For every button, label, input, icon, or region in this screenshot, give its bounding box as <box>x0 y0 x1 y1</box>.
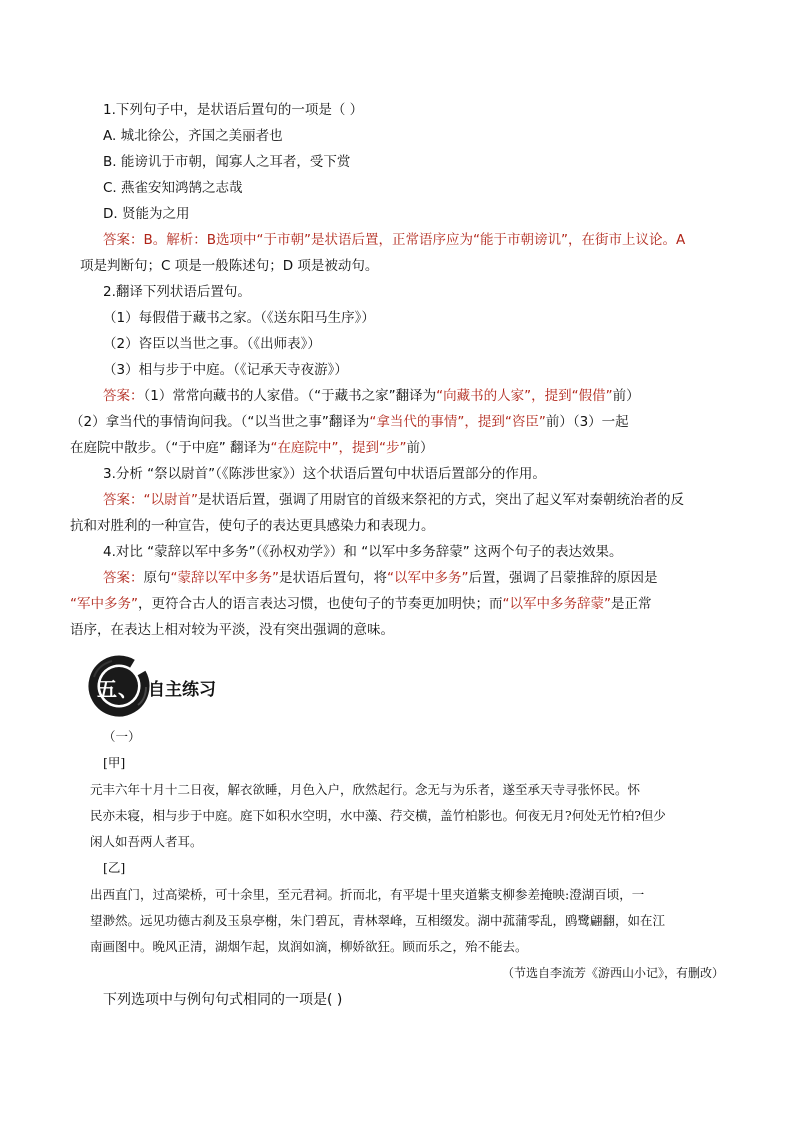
q2-a2-tail: 前）（3）一起 <box>545 414 629 430</box>
section-header <box>88 655 328 717</box>
q3-answer-line-2: 抗和对胜利的一种宣告，使句子的表达更具感染力和表现力。 <box>70 518 435 534</box>
q4-a2-text-2: 是正常 <box>611 596 652 612</box>
passage-yi-line-2: 望渺然。远见功德古刹及玉泉亭榭，朱门碧瓦，青林翠峰，互相缀发。湖中菰蒲零乱，鸥鹭翩翻，如在江 <box>90 913 666 928</box>
answer-label: 答案： <box>103 570 144 586</box>
passage-source: （节选自李流芳《游西山小记》，有删改） <box>501 966 724 980</box>
q2-item-3: （3）相与步于中庭。（《记承天寺夜游》） <box>103 362 348 378</box>
passage-jia-label: [甲] <box>103 755 126 770</box>
q2-stem: 2.翻译下列状语后置句。 <box>103 284 251 300</box>
passage-yi-label: [乙] <box>103 860 126 875</box>
q2-a1-red: “向藏书的人家”，提到 <box>436 388 572 404</box>
q2-a1-text: （1）常常向藏书的人家借。（“于藏书之家”翻译为 <box>143 388 437 404</box>
q2-answer-line-2 <box>70 413 629 431</box>
passage-jia-line-1: 元丰六年十月十二日夜，解衣欲睡，月色入户，欣然起行。念无与为乐者，遂至承天寺寻张怀民。怀 <box>90 782 641 797</box>
q1-option-a: A. 城北徐公，齐国之美丽者也 <box>103 128 283 144</box>
q2-a2-text: （2）拿当代的事情询问我。（“以当世之事”翻译为 <box>70 414 370 430</box>
q2-answer-line-3 <box>70 439 434 457</box>
q3-a-text: 是状语后置，强调了用尉官的首级来祭祀的方式，突出了起义军对秦朝统治者的反 <box>198 492 684 508</box>
q1-option-c: C. 燕雀安知鸿鹄之志哉 <box>103 180 243 196</box>
final-question: 下列选项中与例句句式相同的一项是( ) <box>103 992 343 1008</box>
q2-answer-line-1 <box>103 387 640 405</box>
answer-label: 答案： <box>103 232 144 248</box>
q1-answer-text-2: “于市朝”是状语后置，正常语序应为“能于市朝谤讥”，在街市上议论。A <box>256 232 686 248</box>
q2-a2-red-2: “咨臣” <box>504 414 546 430</box>
passage-jia-line-2: 民亦未寝，相与步于中庭。庭下如积水空明，水中藻、荇交横，盖竹柏影也。何夜无月?何处无竹柏?但少 <box>90 808 666 823</box>
q4-a2-text: ，更符合古人的语言表达习惯，也使句子的节奏更加明快；而 <box>138 596 503 612</box>
passage-yi-line-1: 出西直门，过高梁桥，可十余里，至元君祠。折而北，有平堤十里夹道紫支柳参差掩映:澄湖百顷，一 <box>90 887 645 902</box>
passage-jia-line-3: 闲人如吾两人者耳。 <box>90 834 203 849</box>
q4-answer-line-1 <box>103 569 658 587</box>
q4-answer-line-2 <box>70 595 652 613</box>
q1-option-b: B. 能谤讥于市朝，闻寡人之耳者，受下赏 <box>103 154 351 170</box>
q4-a1-red: “蒙辞以军中多务” <box>170 570 279 586</box>
q2-a1-tail: 前） <box>612 388 640 404</box>
q3-stem: 3.分析 “祭以尉首”（《陈涉世家》）这个状语后置句中状语后置部分的作用。 <box>103 466 546 482</box>
q1-answer-line-1 <box>103 231 685 249</box>
q4-answer-line-3: 语序，在表达上相对较为平淡，没有突出强调的意味。 <box>70 622 394 638</box>
q4-a2-red-2: “以军中多务辞蒙” <box>502 596 611 612</box>
q2-a3-red-2: “步” <box>379 440 407 456</box>
q2-a3-tail: 前） <box>406 440 434 456</box>
answer-label: 答案： <box>103 388 144 404</box>
q2-item-1: （1）每假借于藏书之家。（《送东阳马生序》） <box>103 310 375 326</box>
q1-option-d: D. 贤能为之用 <box>103 206 190 222</box>
q3-a-red: “以尉首” <box>143 492 198 508</box>
section-title: 自主练习 <box>148 680 216 700</box>
q1-answer-line-2: 项是判断句；C 项是一般陈述句；D 项是被动句。 <box>80 258 379 274</box>
q4-a2-red: “军中多务” <box>70 596 138 612</box>
q2-item-2: （2）咨臣以当世之事。（《出师表》） <box>103 336 321 352</box>
q2-a3-text: 在庭院中散步。（“于中庭” 翻译为 <box>70 440 271 456</box>
q4-a1-text: 原句 <box>143 570 171 586</box>
q2-a3-red: “在庭院中”，提到 <box>270 440 380 456</box>
passage-part: （一） <box>103 729 141 744</box>
q1-answer-text: B。解析：B选项中 <box>143 232 257 248</box>
q3-answer-line-1 <box>103 491 684 509</box>
q4-stem: 4.对比 “蒙辞以军中多务”（《孙权劝学》）和 “以军中多务辞蒙” 这两个句子的表达效果。 <box>103 544 623 560</box>
answer-label: 答案： <box>103 492 144 508</box>
passage-yi-line-3: 南画图中。晚风正清，湖烟乍起，岚润如滴，柳娇欲狂。顾而乐之，殆不能去。 <box>90 939 528 954</box>
q4-a1-text-3: 后置，强调了吕蒙推辞的原因是 <box>468 570 658 586</box>
q2-a2-red: “拿当代的事情”，提到 <box>369 414 505 430</box>
q4-a1-red-2: “以军中多务” <box>387 570 469 586</box>
q4-a1-text-2: 是状语后置句，将 <box>279 570 387 586</box>
section-number: 五、 <box>97 677 139 701</box>
q2-a1-red-2: “假借” <box>571 388 613 404</box>
q1-stem: 1.下列句子中，是状语后置句的一项是（ ） <box>103 102 364 118</box>
